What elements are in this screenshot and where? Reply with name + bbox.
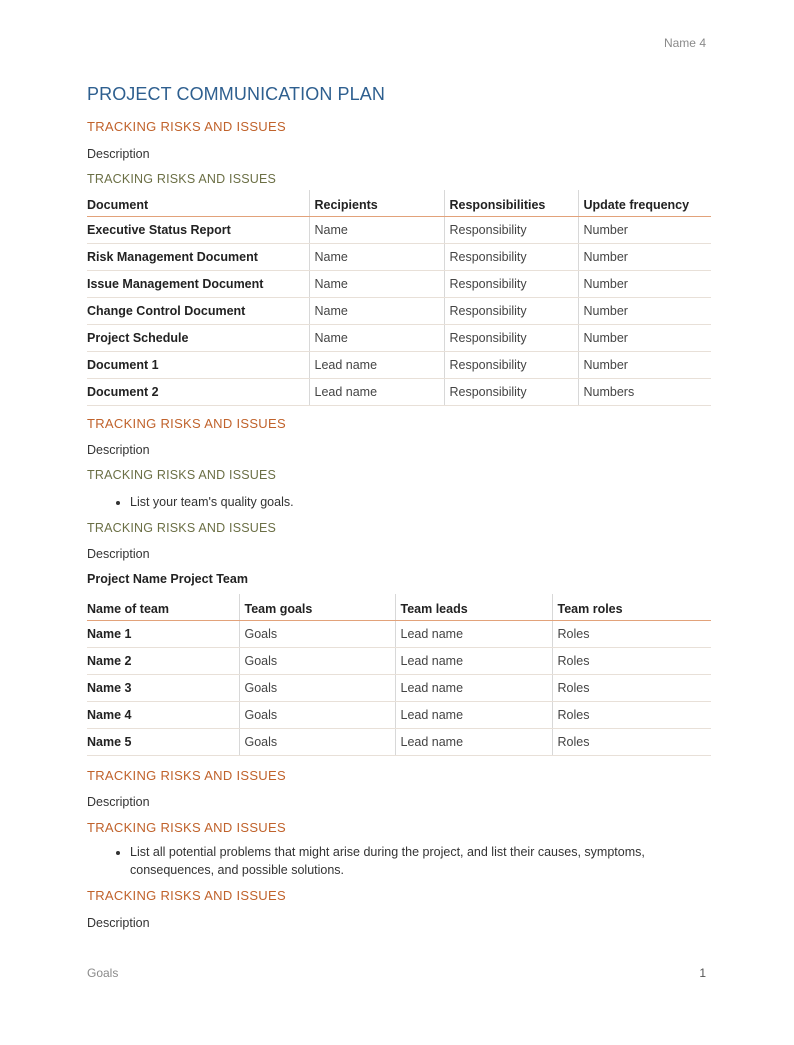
table-cell: Roles [552, 648, 711, 675]
table-header-row [87, 594, 711, 621]
table-row [87, 271, 711, 298]
team-table [87, 594, 711, 756]
header-name: Name 4 [663, 36, 706, 50]
table-cell: Name [309, 244, 444, 271]
table-cell: Number [578, 325, 711, 352]
list-item: • List all potential problems that might arise during the project, and list their causes, symptoms, consequences, and possible solutions. [130, 843, 711, 879]
table-cell: Goals [239, 621, 395, 648]
column-header-responsibilities: Responsibilities [444, 190, 578, 217]
section-heading: TRACKING RISKS AND ISSUES [87, 119, 286, 134]
table-cell: Responsibility [444, 352, 578, 379]
table-cell: Lead name [309, 352, 444, 379]
table-header-row [87, 190, 711, 217]
quality-goals-list [87, 493, 711, 511]
table-cell: Lead name [395, 702, 552, 729]
column-header-document: Document [87, 190, 309, 217]
table-cell: Responsibility [444, 379, 578, 406]
section-description: Description [87, 547, 150, 561]
document-body [87, 82, 711, 932]
section-subheading: TRACKING RISKS AND ISSUES [87, 172, 277, 186]
potential-problems-list [87, 843, 711, 879]
table-cell: Issue Management Document [87, 271, 309, 298]
section-heading: TRACKING RISKS AND ISSUES [87, 768, 286, 783]
table-cell: Number [578, 271, 711, 298]
table-cell: Document 1 [87, 352, 309, 379]
table-cell: Numbers [578, 379, 711, 406]
table-cell: Roles [552, 729, 711, 756]
table-row [87, 379, 711, 406]
list-item: • List your team's quality goals. [130, 493, 711, 511]
table-cell: Goals [239, 702, 395, 729]
table-row [87, 702, 711, 729]
column-header-recipients: Recipients [309, 190, 444, 217]
table-cell: Roles [552, 621, 711, 648]
column-header-team-goals: Team goals [239, 594, 395, 621]
table-cell: Change Control Document [87, 298, 309, 325]
table-row [87, 621, 711, 648]
column-header-team-roles: Team roles [552, 594, 711, 621]
column-header-update-frequency: Update frequency [578, 190, 711, 217]
table-row [87, 217, 711, 244]
table-cell: Name [309, 217, 444, 244]
table-cell: Goals [239, 729, 395, 756]
table-cell: Number [578, 298, 711, 325]
table-row [87, 648, 711, 675]
section-heading: TRACKING RISKS AND ISSUES [87, 416, 286, 431]
table-cell: Responsibility [444, 271, 578, 298]
section-description: Description [87, 147, 150, 161]
section-description: Description [87, 443, 150, 457]
footer-text: Goals [87, 966, 119, 980]
table-row [87, 729, 711, 756]
table-cell: Name [309, 271, 444, 298]
table-cell: Lead name [395, 621, 552, 648]
section-heading: TRACKING RISKS AND ISSUES [87, 888, 286, 903]
table-cell: Roles [552, 702, 711, 729]
table-cell: Responsibility [444, 244, 578, 271]
table-cell: Lead name [395, 648, 552, 675]
column-header-team-leads: Team leads [395, 594, 552, 621]
table-row [87, 298, 711, 325]
table-cell: Responsibility [444, 217, 578, 244]
table-cell: Responsibility [444, 298, 578, 325]
table-cell: Risk Management Document [87, 244, 309, 271]
table-cell: Name [309, 298, 444, 325]
table-row [87, 352, 711, 379]
table-cell: Lead name [309, 379, 444, 406]
table-cell: Roles [552, 675, 711, 702]
table-cell: Executive Status Report [87, 217, 309, 244]
page-title: PROJECT COMMUNICATION PLAN [87, 84, 385, 104]
table-cell: Goals [239, 675, 395, 702]
section-subheading: TRACKING RISKS AND ISSUES [87, 468, 277, 482]
table-cell: Goals [239, 648, 395, 675]
table-cell: Lead name [395, 675, 552, 702]
table-cell: Name 3 [87, 675, 239, 702]
column-header-name-of-team: Name of team [87, 594, 239, 621]
table-cell: Number [578, 217, 711, 244]
table-row [87, 244, 711, 271]
section-description: Description [87, 795, 150, 809]
section-subheading: TRACKING RISKS AND ISSUES [87, 521, 277, 535]
communication-table [87, 190, 711, 406]
page-number: 1 [699, 966, 706, 980]
team-table-label: Project Name Project Team [87, 572, 248, 586]
section-heading: TRACKING RISKS AND ISSUES [87, 820, 286, 835]
table-cell: Project Schedule [87, 325, 309, 352]
table-cell: Name 2 [87, 648, 239, 675]
table-row [87, 325, 711, 352]
table-cell: Lead name [395, 729, 552, 756]
table-cell: Name [309, 325, 444, 352]
table-cell: Number [578, 244, 711, 271]
section-description: Description [87, 916, 150, 930]
table-row [87, 675, 711, 702]
table-cell: Document 2 [87, 379, 309, 406]
table-cell: Number [578, 352, 711, 379]
table-cell: Responsibility [444, 325, 578, 352]
table-cell: Name 4 [87, 702, 239, 729]
table-cell: Name 1 [87, 621, 239, 648]
table-cell: Name 5 [87, 729, 239, 756]
